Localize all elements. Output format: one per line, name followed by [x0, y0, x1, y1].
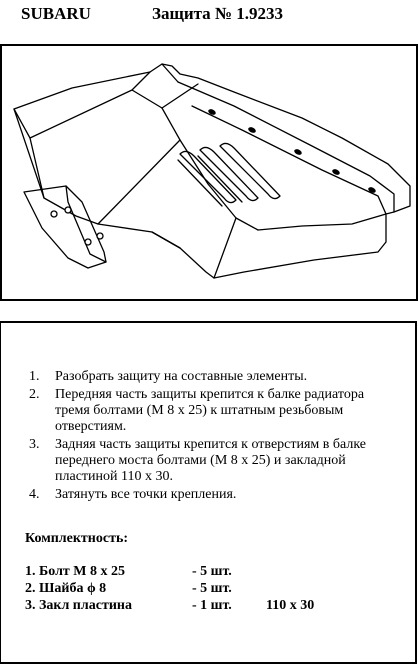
instruction-step — [29, 387, 397, 435]
kit-title: Комплектность: — [25, 531, 129, 546]
bracket-hole — [65, 207, 71, 213]
kit-item-qty: - 5 шт. — [192, 581, 232, 596]
kit-item-name: 2. Шайба ϕ 8 — [25, 581, 107, 596]
kit-item — [25, 563, 405, 580]
step-number: 1. — [29, 369, 40, 384]
mount-hole — [293, 148, 302, 156]
instruction-steps — [29, 369, 397, 505]
kit-item-qty: - 1 шт. — [192, 598, 232, 613]
instruction-step — [29, 487, 397, 503]
plate-front-fold — [14, 72, 150, 138]
skid-plate-drawing — [2, 46, 416, 299]
page-title: Защита № 1.9233 — [152, 4, 284, 23]
step-number: 2. — [29, 387, 40, 402]
bracket-hole — [97, 233, 103, 239]
step-text: Разобрать защиту на составные элементы. — [55, 369, 308, 384]
page-header — [0, 2, 418, 28]
drawing-frame — [0, 44, 418, 301]
kit-item — [25, 580, 405, 597]
step-text: Затянуть все точки крепления. — [55, 487, 237, 502]
step-number: 3. — [29, 437, 40, 452]
kit-item-qty: - 5 шт. — [192, 564, 232, 579]
kit-item-name: 1. Болт М 8 х 25 — [25, 564, 126, 579]
kit-item-size: 110 х 30 — [266, 598, 315, 613]
kit-item-name: 3. Закл пластина — [25, 598, 132, 613]
instruction-step — [29, 437, 397, 485]
plate-side-rail — [178, 82, 394, 212]
instructions-panel — [0, 321, 417, 664]
kit-item — [25, 597, 405, 614]
step-text: Задняя часть защиты крепится к отверстиям в балке переднего моста болтами (М 8 х 25) и закладной пластиной 110 х 30. — [55, 437, 367, 484]
step-text: Передняя часть защиты крепится к балке радиатора тремя болтами (М 8 х 25) к штатным резьбовым отверстиям. — [55, 387, 365, 434]
instruction-step — [29, 369, 397, 385]
bracket-hole — [51, 211, 57, 217]
brand-name: SUBARU — [21, 4, 91, 23]
bracket-hole — [85, 239, 91, 245]
mount-hole — [207, 108, 216, 116]
kit-list — [25, 563, 405, 614]
step-number: 4. — [29, 487, 40, 502]
